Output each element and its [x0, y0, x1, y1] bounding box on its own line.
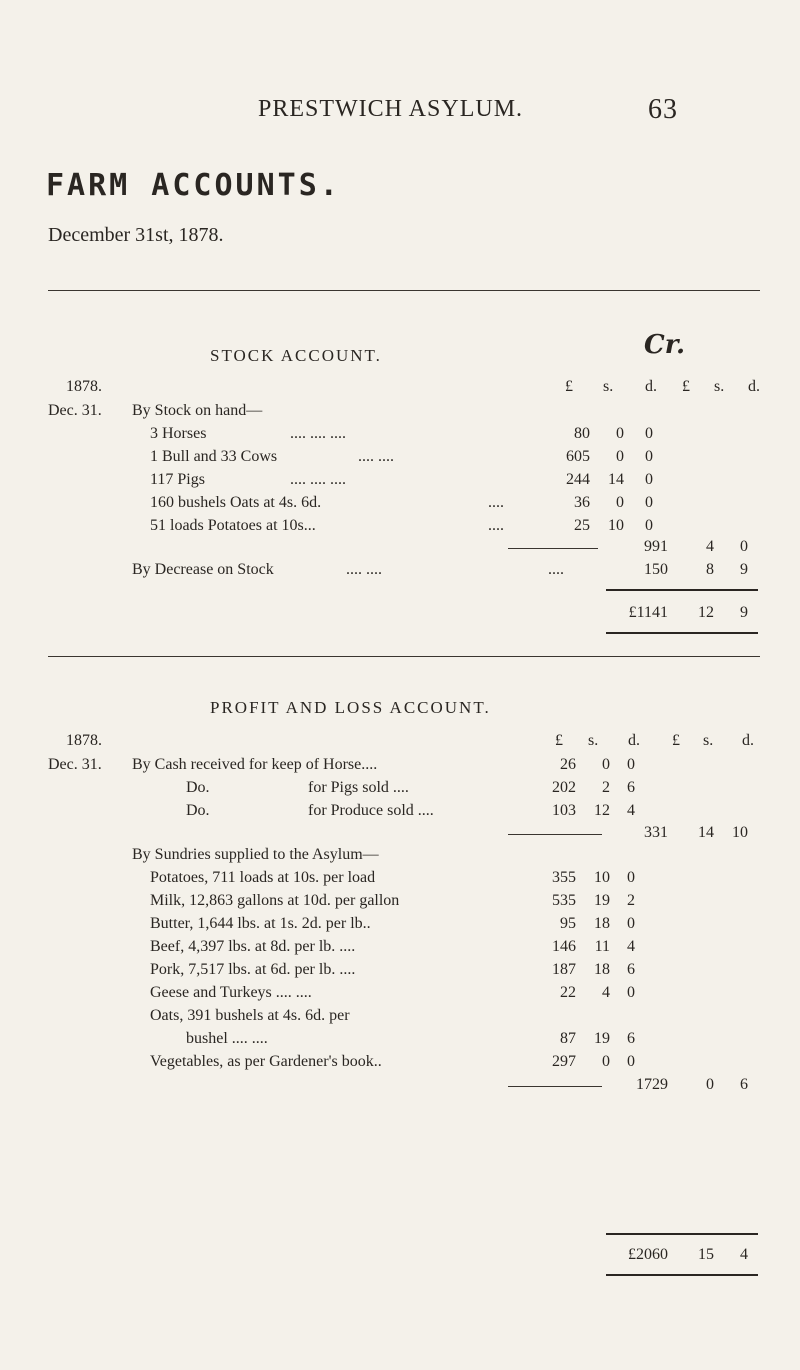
sundry-row-pence: 6 [627, 1030, 635, 1047]
sundry-row-pounds: 87 [560, 1030, 576, 1047]
stock-row-label: 3 Horses [150, 425, 207, 442]
cash-row-shillings: 2 [602, 779, 610, 796]
sundry-row-pence: 0 [627, 915, 635, 932]
grand-total-shillings: 15 [698, 1246, 714, 1263]
cash-row-pounds: 26 [560, 756, 576, 773]
sundry-row-label: Potatoes, 711 loads at 10s. per load [150, 869, 376, 886]
pl-date: Dec. 31. [48, 756, 102, 773]
pl-col2-pence: d. [742, 732, 754, 749]
page-number: 63 [648, 94, 678, 125]
sundry-row-label: Milk, 12,863 gallons at 10d. per gallon [150, 892, 400, 909]
sundries-sub-rule [508, 1086, 602, 1087]
sundry-row-shillings: 0 [602, 1053, 610, 1070]
sundries-total-pence: 6 [740, 1076, 748, 1093]
cash-total-pounds: 331 [644, 824, 668, 841]
sundry-row-pence: 0 [627, 869, 635, 886]
sundries-total-shillings: 0 [706, 1076, 714, 1093]
sundry-row-pence: 2 [627, 892, 635, 909]
stock-total-pence: 9 [740, 604, 748, 621]
stock-subtotal-pence: 0 [740, 538, 748, 555]
stock-subtotal-pounds: 991 [644, 538, 668, 555]
divider-top [48, 290, 760, 291]
stock-row-pounds: 25 [574, 517, 590, 534]
stock-sub-rule [508, 548, 598, 549]
grand-total-underline [606, 1274, 758, 1276]
grand-total-rule [606, 1233, 758, 1235]
cash-row-pence: 4 [627, 802, 635, 819]
decrease-dots-2: .... [548, 561, 564, 578]
sundry-row-pounds: 95 [560, 915, 576, 932]
sundry-row-pence: 0 [627, 1053, 635, 1070]
sundry-row-shillings: 19 [594, 1030, 610, 1047]
cash-row-pounds: 202 [552, 779, 576, 796]
by-stock-label: By Stock on hand— [132, 402, 263, 419]
stock-row-shillings: 0 [616, 448, 624, 465]
stock-row-pounds: 36 [574, 494, 590, 511]
date-line: December 31st, 1878. [48, 224, 224, 246]
col2-shillings: s. [714, 378, 725, 395]
decrease-pence: 9 [740, 561, 748, 578]
stock-row-dots: .... .... .... [290, 471, 346, 488]
stock-row-pounds: 605 [566, 448, 590, 465]
running-header-title: PRESTWICH ASYLUM. [258, 96, 524, 122]
stock-row-dots: .... .... .... [290, 425, 346, 442]
stock-row-shillings: 0 [616, 494, 624, 511]
sundry-row-label: Pork, 7,517 lbs. at 6d. per lb. .... [150, 961, 356, 978]
grand-total-pence: 4 [740, 1246, 748, 1263]
stock-row-shillings: 14 [608, 471, 624, 488]
stock-row-shillings: 0 [616, 425, 624, 442]
decrease-shillings: 8 [706, 561, 714, 578]
sundry-row-pounds: 187 [552, 961, 576, 978]
stock-row-dots: .... .... [358, 448, 394, 465]
stock-row-label: 51 loads Potatoes at 10s... [150, 517, 316, 534]
stock-row-label: 1 Bull and 33 Cows [150, 448, 278, 465]
cash-row-label-2: for Pigs sold .... [308, 779, 409, 796]
stock-date: Dec. 31. [48, 402, 102, 419]
sundries-total-pounds: 1729 [636, 1076, 668, 1093]
cash-sub-rule [508, 834, 602, 835]
pl-col-shillings: s. [588, 732, 599, 749]
decrease-label: By Decrease on Stock [132, 561, 274, 578]
sundry-row-shillings: 11 [594, 938, 610, 955]
sundry-row-label: Geese and Turkeys .... .... [150, 984, 312, 1001]
stock-total-underline [606, 632, 758, 634]
sundry-row-pounds: 535 [552, 892, 576, 909]
stock-total-pounds: £1141 [628, 604, 668, 621]
cash-total-shillings: 14 [698, 824, 714, 841]
sundry-row-label: Oats, 391 bushels at 4s. 6d. per [150, 1007, 350, 1024]
stock-subtotal-shillings: 4 [706, 538, 714, 555]
stock-row-pence: 0 [645, 425, 653, 442]
sundry-row-pence: 4 [627, 938, 635, 955]
sundry-row-label: Butter, 1,644 lbs. at 1s. 2d. per lb.. [150, 915, 371, 932]
cash-row-label: Do. [186, 779, 210, 796]
cash-row-label-2: for Produce sold .... [308, 802, 434, 819]
stock-row-pounds: 244 [566, 471, 590, 488]
stock-row-dots: .... [488, 517, 504, 534]
pl-col2-pounds: £ [672, 732, 680, 749]
cash-row-label: Do. [186, 802, 210, 819]
stock-row-pence: 0 [645, 494, 653, 511]
sundry-row-label: Beef, 4,397 lbs. at 8d. per lb. .... [150, 938, 356, 955]
sundry-row-label-2: bushel .... .... [186, 1030, 268, 1047]
sundry-row-pounds: 146 [552, 938, 576, 955]
cash-row-label: By Cash received for keep of Horse.... [132, 756, 378, 773]
pl-col-pounds: £ [555, 732, 563, 749]
pl-year: 1878. [66, 732, 102, 749]
cash-row-shillings: 12 [594, 802, 610, 819]
cr-mark: Cr. [644, 330, 686, 360]
pl-col2-shillings: s. [703, 732, 714, 749]
cash-row-pounds: 103 [552, 802, 576, 819]
stock-row-label: 117 Pigs [150, 471, 205, 488]
stock-row-pence: 0 [645, 517, 653, 534]
sundry-row-pence: 0 [627, 984, 635, 1001]
decrease-pounds: 150 [644, 561, 668, 578]
stock-total-rule [606, 589, 758, 591]
stock-row-label: 160 bushels Oats at 4s. 6d. [150, 494, 322, 511]
sundry-row-shillings: 18 [594, 915, 610, 932]
divider-middle [48, 656, 760, 657]
sundry-row-pounds: 355 [552, 869, 576, 886]
cash-total-pence: 10 [732, 824, 748, 841]
col2-pounds: £ [682, 378, 690, 395]
sundry-row-pounds: 297 [552, 1053, 576, 1070]
sundry-row-pounds: 22 [560, 984, 576, 1001]
cash-row-shillings: 0 [602, 756, 610, 773]
sundry-row-label: Vegetables, as per Gardener's book.. [150, 1053, 382, 1070]
sundry-row-shillings: 10 [594, 869, 610, 886]
col-pence: d. [645, 378, 657, 395]
cash-row-pence: 0 [627, 756, 635, 773]
col-pounds: £ [565, 378, 573, 395]
grand-total-pounds: £2060 [628, 1246, 668, 1263]
cash-row-pence: 6 [627, 779, 635, 796]
sundry-row-shillings: 4 [602, 984, 610, 1001]
main-title: FARM ACCOUNTS. [46, 168, 341, 203]
stock-row-pounds: 80 [574, 425, 590, 442]
sundry-row-shillings: 19 [594, 892, 610, 909]
stock-year: 1878. [66, 378, 102, 395]
stock-row-pence: 0 [645, 448, 653, 465]
pl-heading: PROFIT AND LOSS ACCOUNT. [210, 698, 491, 717]
sundry-row-pence: 6 [627, 961, 635, 978]
stock-heading: STOCK ACCOUNT. [210, 346, 382, 365]
stock-row-pence: 0 [645, 471, 653, 488]
stock-row-dots: .... [488, 494, 504, 511]
stock-total-shillings: 12 [698, 604, 714, 621]
pl-col-pence: d. [628, 732, 640, 749]
sundries-heading: By Sundries supplied to the Asylum— [132, 846, 379, 863]
decrease-dots: .... .... [346, 561, 382, 578]
col-shillings: s. [603, 378, 614, 395]
sundry-row-shillings: 18 [594, 961, 610, 978]
col2-pence: d. [748, 378, 760, 395]
stock-row-shillings: 10 [608, 517, 624, 534]
